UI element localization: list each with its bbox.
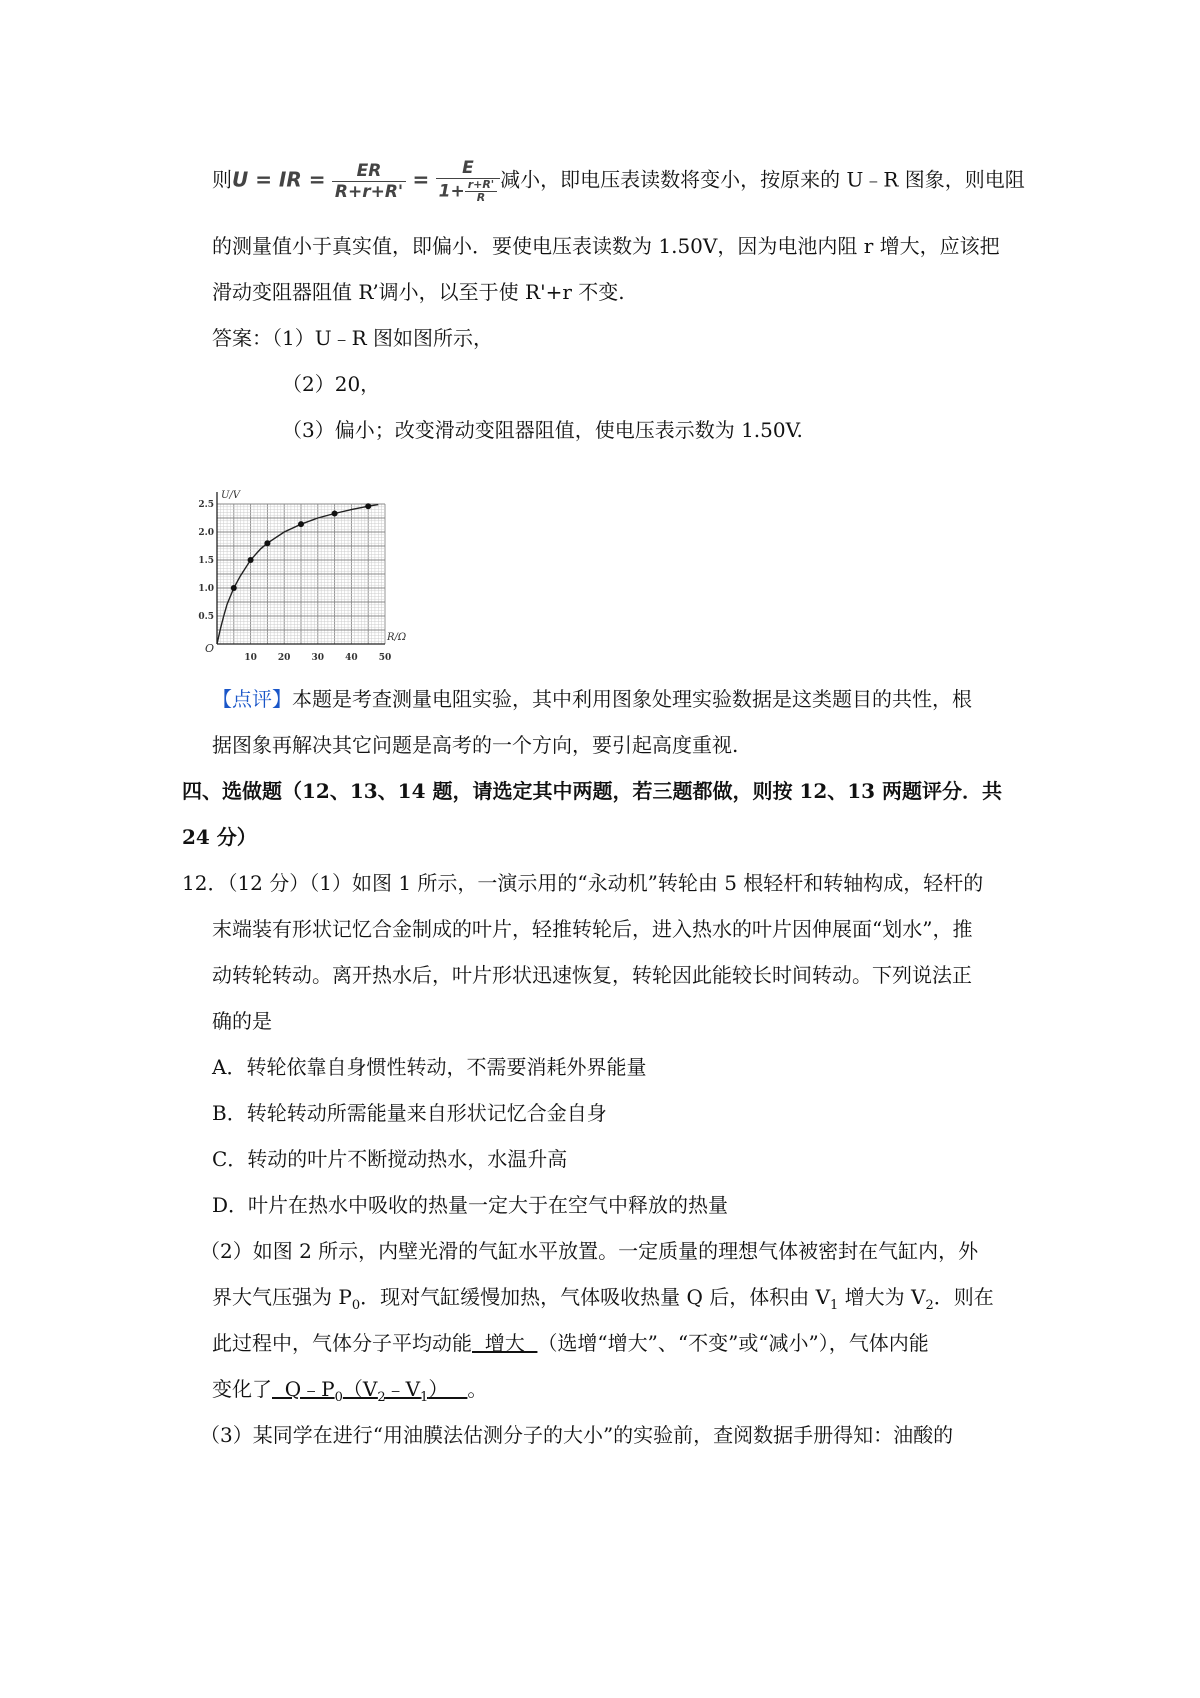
- q12-line1: 12．（12 分）（1）如图 1 所示，一演示用的“永动机”转轮由 5 根轻杆和转轴构成，轻杆的: [182, 871, 984, 895]
- y-tick-label: 1.0: [198, 584, 214, 594]
- frac2-inner-den: R: [476, 191, 486, 204]
- u-r-chart: [198, 487, 435, 717]
- q12-2-line4: [212, 1375, 487, 1412]
- y-tick-label: 1.5: [198, 556, 214, 566]
- formula-fraction-1: [332, 161, 406, 202]
- review-tag: 【点评】: [212, 687, 292, 711]
- q12-line2: 末端装有形状记忆合金制成的叶片，轻推转轮后，进入热水的叶片因伸展面“划水”，推: [212, 917, 973, 941]
- q12-3-line1: （3）某同学在进行“用油膜法估测分子的大小”的实验前，查阅数据手册得知：油酸的: [200, 1423, 954, 1447]
- blank2-part-c: （V: [342, 1377, 378, 1401]
- q12-option-c: C．转动的叶片不断搅动热水，水温升高: [212, 1147, 568, 1171]
- blank2-part-f: 1: [420, 1390, 429, 1405]
- q12-2-l4b: 。: [467, 1377, 488, 1401]
- x-axis-label: R/Ω: [387, 632, 407, 643]
- frac2-den-lead: 1+: [438, 181, 465, 202]
- y-tick-label: 2.5: [198, 500, 214, 510]
- y-tick-label: 0.5: [198, 612, 214, 622]
- q12-2-l2e: 增大为 V: [838, 1285, 926, 1309]
- x-tick-label: 10: [244, 653, 257, 663]
- section4-heading-line2: 24 分）: [182, 825, 257, 849]
- frac1-denominator: R+r+R': [334, 181, 404, 202]
- review-line2: 据图象再解决其它问题是高考的一个方向，要引起高度重视.: [212, 733, 739, 757]
- blank2-part-e: ﹣V: [385, 1377, 421, 1401]
- data-point: [365, 503, 371, 509]
- review-text1: 本题是考查测量电阻实验，其中利用图象处理实验数据是这类题目的共性，根: [292, 687, 972, 711]
- x-tick-label: 40: [345, 653, 358, 663]
- y-axis-label: U/V: [221, 490, 241, 501]
- q12-2-l2b: 0: [351, 1298, 361, 1313]
- data-point: [231, 585, 237, 591]
- answer-1: 答案：（1）U﹣R 图如图所示，: [212, 326, 493, 350]
- blank2-part-b: 0: [334, 1390, 343, 1405]
- answer-2: （2）20，: [282, 372, 381, 396]
- frac2-numerator: E: [436, 158, 501, 179]
- formula-equals: =: [412, 167, 430, 192]
- q12-option-b: B．转轮转动所需能量来自形状记忆合金自身: [212, 1101, 607, 1125]
- blank2-part-a: Q﹣P: [272, 1377, 335, 1401]
- section4-heading-line1: 四、选做题（12、13、14 题，请选定其中两题，若三题都做，则按 12、13 两题评分．共: [182, 779, 1003, 803]
- frac2-inner-num: r+R': [465, 179, 497, 192]
- data-point: [332, 511, 338, 517]
- q12-2-l3a: 此过程中，气体分子平均动能: [212, 1331, 472, 1355]
- formula-prefix: 则: [212, 167, 232, 192]
- formula-fraction-2: [436, 158, 501, 204]
- q12-2-line1: （2）如图 2 所示，内壁光滑的气缸水平放置。一定质量的理想气体被密封在气缸内，外: [200, 1239, 979, 1263]
- formula-lhs: U = IR =: [232, 167, 326, 192]
- q12-2-l4a: 变化了: [212, 1377, 272, 1401]
- para1-line2: 的测量值小于真实值，即偏小．要使电压表读数为 1.50V，因为电池内阻 r 增大，应该把: [212, 234, 1000, 258]
- q12-2-l2g: ．则在: [933, 1285, 994, 1309]
- formula-suffix: 减小，即电压表读数将变小，按原来的 U﹣R 图象，则电阻: [500, 167, 1025, 192]
- data-point: [248, 557, 254, 563]
- x-tick-label: 20: [277, 653, 291, 663]
- q12-2-l3b: （选增“增大”、“不变”或“减小”），气体内能: [537, 1331, 929, 1355]
- blank2-part-g: ）: [428, 1377, 468, 1401]
- data-point: [264, 540, 270, 546]
- data-point: [298, 521, 304, 527]
- q12-option-a: A．转轮依靠自身惯性转动，不需要消耗外界能量: [212, 1055, 647, 1079]
- q12-2-l2a: 界大气压强为 P: [212, 1285, 352, 1309]
- q12-2-line2: [212, 1283, 994, 1320]
- frac2-inner-fraction: [465, 179, 497, 204]
- q12-2-l2f: 2: [925, 1298, 934, 1313]
- q12-2-l2c: ．现对气缸缓慢加热，气体吸收热量 Q 后，体积由 V: [360, 1285, 831, 1309]
- q12-2-answer-blank-1: 增大: [472, 1331, 538, 1355]
- q12-line3: 动转轮转动。离开热水后，叶片形状迅速恢复，转轮因此能较长时间转动。下列说法正: [212, 963, 972, 987]
- q12-line4: 确的是: [212, 1009, 272, 1033]
- review-line1: [212, 685, 972, 713]
- q12-2-l2d: 1: [830, 1298, 839, 1313]
- x-tick-label: 50: [378, 653, 392, 663]
- y-tick-label: 2.0: [198, 528, 214, 538]
- para1-line3: 滑动变阻器阻值 R’调小，以至于使 R'+r 不变.: [212, 280, 625, 304]
- q12-option-d: D．叶片在热水中吸收的热量一定大于在空气中释放的热量: [212, 1193, 729, 1217]
- formula-line: [212, 158, 1025, 204]
- frac1-numerator: ER: [332, 161, 406, 182]
- answer-3: （3）偏小；改变滑动变阻器阻值，使电压表示数为 1.50V.: [282, 418, 803, 442]
- q12-2-answer-blank-2: [272, 1377, 468, 1405]
- x-tick-label: 30: [311, 653, 325, 663]
- blank2-part-d: 2: [377, 1390, 386, 1405]
- origin-label: O: [205, 642, 215, 655]
- frac2-denominator: [436, 179, 501, 204]
- q12-2-line3: [212, 1329, 929, 1357]
